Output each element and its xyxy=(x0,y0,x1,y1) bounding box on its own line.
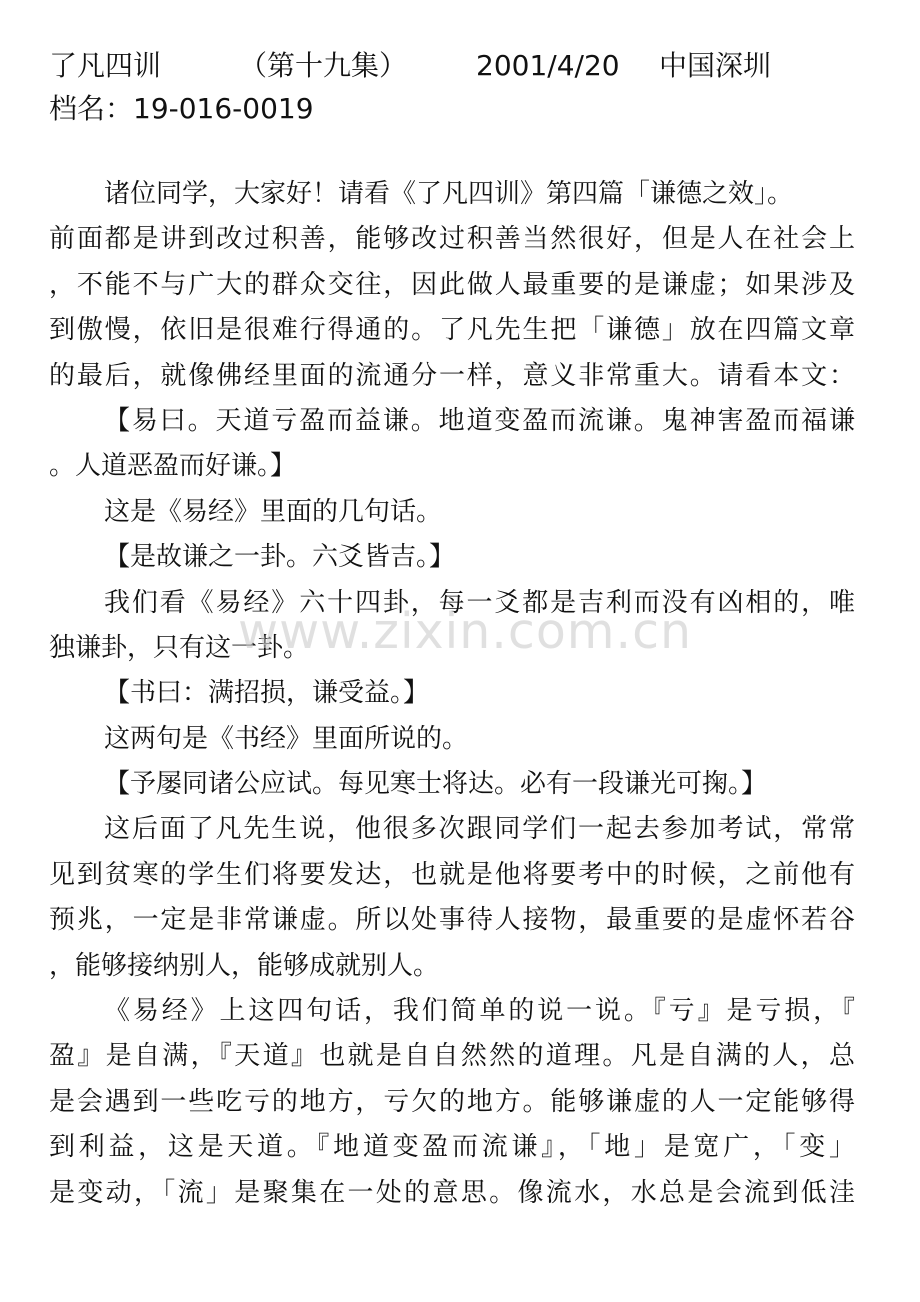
lecture-date: 2001/4/20 xyxy=(476,49,620,82)
header-title-row xyxy=(49,44,869,87)
text-line: ，能够接纳别人，能够成就别人。 xyxy=(49,950,440,981)
text-line: 盈』是自满，『天道』也就是自自然然的道理。凡是自满的人，总 xyxy=(49,1041,855,1072)
text-line: 独谦卦，只有这一卦。 xyxy=(49,632,310,663)
lecture-location: 中国深圳 xyxy=(659,49,772,82)
text-line: 这两句是《书经》里面所说的。 xyxy=(104,723,469,754)
text-line: ，不能不与广大的群众交往，因此做人最重要的是谦虚；如果涉及 xyxy=(49,269,855,300)
text-line: 我们看《易经》六十四卦，每一爻都是吉利而没有凶相的，唯 xyxy=(104,587,855,618)
transcript-body xyxy=(49,172,855,1216)
quote-line: 【书曰：满招损，谦受益。】 xyxy=(104,678,430,709)
archive-row xyxy=(49,87,869,130)
quote-line: 。人道恶盈而好谦。】 xyxy=(49,451,297,482)
quote-line: 【予屡同诸公应试。每见寒士将达。必有一段谦光可掬。】 xyxy=(104,769,768,800)
text-line: 是会遇到一些吃亏的地方，亏欠的地方。能够谦虚的人一定能够得 xyxy=(49,1086,855,1117)
quote-line: 【易曰。天道亏盈而益谦。地道变盈而流谦。鬼神害盈而福谦 xyxy=(104,405,855,436)
text-line: 预兆，一定是非常谦虚。所以处事待人接物，最重要的是虚怀若谷 xyxy=(49,905,855,936)
text-line: 诸位同学，大家好！请看《了凡四训》第四篇「谦德之效」。 xyxy=(104,179,794,209)
watermark-text: www.zixin.com.cn xyxy=(238,603,693,660)
archive-name: 档名：19-016-0019 xyxy=(49,92,314,125)
text-line: 是变动，「流」是聚集在一处的意思。像流水，水总是会流到低洼 xyxy=(49,1177,855,1208)
text-line: 见到贫寒的学生们将要发达，也就是他将要考中的时候，之前他有 xyxy=(49,859,855,890)
episode-label: （第十九集） xyxy=(239,49,408,82)
text-line: 到利益，这是天道。『地道变盈而流谦』，「地」是宽广，「变」 xyxy=(49,1132,855,1163)
text-line: 到傲慢，依旧是很难行得通的。了凡先生把「谦德」放在四篇文章 xyxy=(49,315,855,346)
quote-line: 【是故谦之一卦。六爻皆吉。】 xyxy=(104,542,456,573)
series-title: 了凡四训 xyxy=(49,49,162,82)
document-header xyxy=(49,44,869,130)
text-line: 《易经》上这四句话，我们简单的说一说。『亏』是亏损，『 xyxy=(104,996,855,1027)
text-line: 的最后，就像佛经里面的流通分一样，意义非常重大。请看本文： xyxy=(49,360,855,391)
text-line: 这是《易经》里面的几句话。 xyxy=(104,496,443,527)
text-line: 这后面了凡先生说，他很多次跟同学们一起去参加考试，常常 xyxy=(104,814,855,845)
text-line: 前面都是讲到改过积善，能够改过积善当然很好，但是人在社会上 xyxy=(49,224,855,255)
